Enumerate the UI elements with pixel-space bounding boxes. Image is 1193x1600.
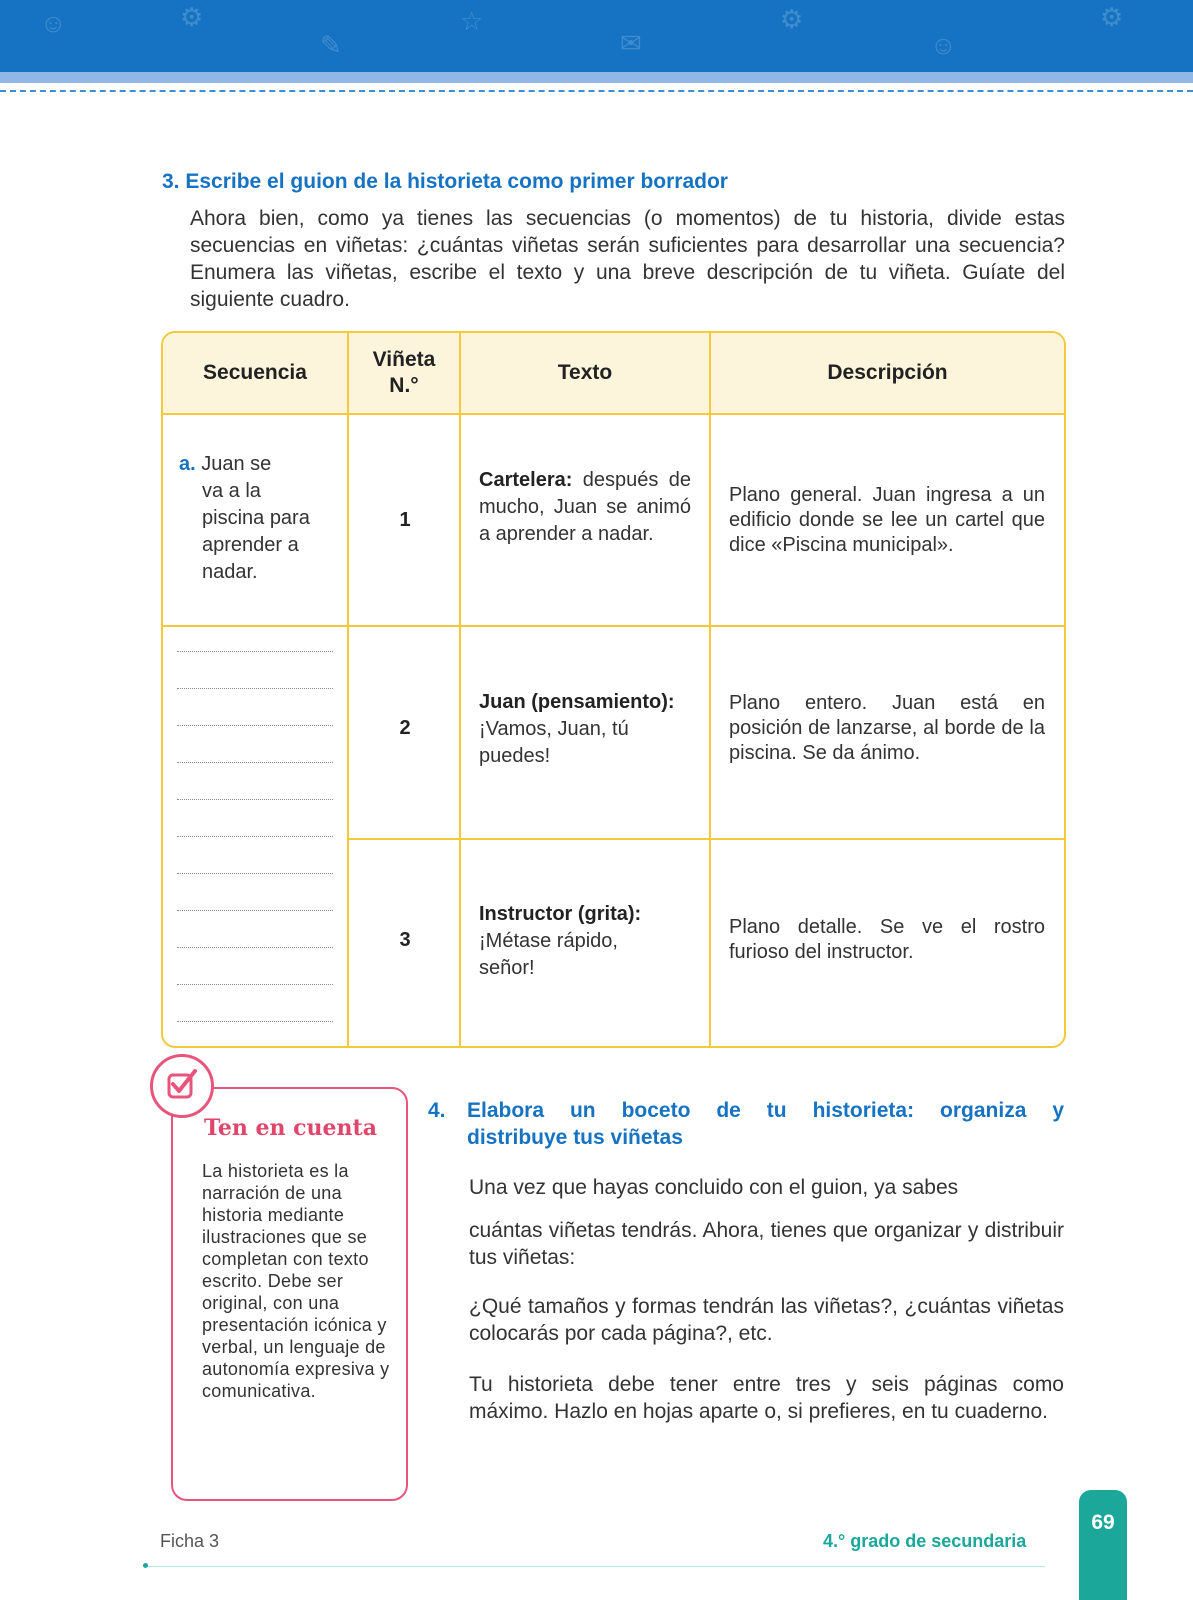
- tip-title: Ten en cuenta: [204, 1115, 377, 1141]
- page-tab: [1079, 1490, 1127, 1600]
- panel-speaker: Instructor (grita):: [479, 903, 642, 925]
- panel-speaker: Juan (pensamiento):: [479, 691, 675, 713]
- header-vineta-line2: N.°: [389, 374, 419, 397]
- sequence-line: nadar.: [202, 561, 258, 583]
- sequence-line: aprender a: [202, 534, 299, 556]
- doodle-icon: ☺: [40, 8, 67, 38]
- section-4-paragraph: ¿Qué tamaños y formas tendrán las viñetas?, ¿cuántas viñetas colocarás por cada página?, etc.: [469, 1295, 1064, 1345]
- script-table: [161, 331, 1066, 1048]
- doodle-icon: ✉: [620, 28, 642, 58]
- panel-text: [479, 689, 701, 770]
- gear-icon: ⚙: [780, 4, 804, 34]
- section-4-number: 4.: [428, 1099, 446, 1122]
- writing-line[interactable]: [177, 984, 333, 985]
- section-4-title-line1: Elabora un boceto de tu historieta: organiza y: [467, 1099, 1064, 1122]
- header-vineta-line1: Viñeta: [372, 348, 436, 371]
- header-secuencia: Secuencia: [203, 361, 307, 384]
- tip-icon-badge: [150, 1054, 214, 1118]
- panel-description: Plano detalle. Se ve el rostro furioso del instructor.: [729, 916, 1045, 963]
- footer-worksheet: Ficha 3: [160, 1531, 220, 1551]
- panel-number: 3: [399, 929, 411, 951]
- panel-text: [479, 467, 691, 548]
- section-3-title: 3. Escribe el guion de la historieta como primer borrador: [162, 170, 728, 193]
- column-divider: [709, 333, 711, 1046]
- section-4-paragraph: Una vez que hayas concluido con el guion, ya sabes: [469, 1176, 959, 1199]
- tip-body: La historieta es la narración de una historia mediante ilustraciones que se completan con texto escrito. Debe ser original, con una presentación icónica y verbal, un lenguaje de autonomía expresiva y comunicativa.: [202, 1161, 390, 1401]
- gear-icon: ⚙: [180, 2, 204, 32]
- lightbulb-icon: ✎: [320, 30, 342, 60]
- gear-icon: ⚙: [1100, 2, 1124, 32]
- panel-number: 2: [399, 717, 411, 739]
- panel-number: 1: [399, 509, 411, 531]
- writing-line[interactable]: [177, 762, 333, 763]
- sequence-line: piscina para: [202, 507, 310, 529]
- writing-line[interactable]: [177, 947, 333, 948]
- panel-text: [479, 901, 679, 982]
- sequence-a: [179, 451, 310, 586]
- writing-line[interactable]: [177, 688, 333, 689]
- writing-line[interactable]: [177, 1021, 333, 1022]
- page-number: 69: [1091, 1511, 1115, 1534]
- header-banner: [0, 0, 1193, 72]
- sequence-letter: a.: [179, 453, 196, 475]
- header-texto: Texto: [557, 361, 613, 384]
- writing-line[interactable]: [177, 799, 333, 800]
- panel-dialogue: después de mucho, Juan se animó a aprender a nadar.: [479, 469, 691, 545]
- footer-dot: [143, 1563, 148, 1568]
- footer-divider: [145, 1566, 1045, 1567]
- panel-dialogue: ¡Vamos, Juan, tú puedes!: [479, 718, 629, 767]
- writing-line[interactable]: [177, 836, 333, 837]
- panel-description: Plano entero. Juan está en posición de lanzarse, al borde de la piscina. Se da ánimo.: [729, 692, 1045, 764]
- header-strip: [0, 72, 1193, 83]
- row-divider: [347, 838, 1064, 840]
- sequence-line: Juan se: [201, 453, 272, 475]
- header-divider: [0, 90, 1193, 92]
- section-4-title: [428, 1097, 1064, 1151]
- panel-speaker: Cartelera:: [479, 469, 573, 491]
- sequence-line: va a la: [202, 480, 261, 502]
- writing-line[interactable]: [177, 725, 333, 726]
- header-vineta: [349, 333, 459, 413]
- header-descripcion: Descripción: [827, 361, 948, 384]
- panel-description: Plano general. Juan ingresa a un edificio donde se lee un cartel que dice «Piscina municipal».: [729, 484, 1045, 556]
- footer-grade: 4.° grado de secundaria: [823, 1531, 1027, 1551]
- star-icon: ☆: [460, 6, 484, 36]
- writing-line[interactable]: [177, 873, 333, 874]
- section-4-paragraph: cuántas viñetas tendrás. Ahora, tienes que organizar y distribuir tus viñetas:: [469, 1219, 1064, 1269]
- row-divider: [163, 625, 1064, 627]
- doodle-icon: ☺: [930, 30, 957, 60]
- section-4-title-line2: distribuye tus viñetas: [467, 1126, 683, 1149]
- section-3-body: Ahora bien, como ya tienes las secuencias (o momentos) de tu historia, divide estas secuencias en viñetas: ¿cuántas viñetas serán suficientes para desarrollar una secuencia? Enumera las viñetas, escribe el texto y una breve descripción de tu viñeta. Guíate del siguiente cuadro.: [190, 207, 1065, 311]
- section-4-paragraph: Tu historieta debe tener entre tres y seis páginas como máximo. Hazlo en hojas aparte o, si prefieres, en tu cuaderno.: [469, 1373, 1064, 1423]
- checkbox-check-icon: [153, 1057, 211, 1115]
- writing-line[interactable]: [177, 651, 333, 652]
- writing-line[interactable]: [177, 910, 333, 911]
- panel-dialogue: ¡Métase rápido, señor!: [479, 930, 618, 979]
